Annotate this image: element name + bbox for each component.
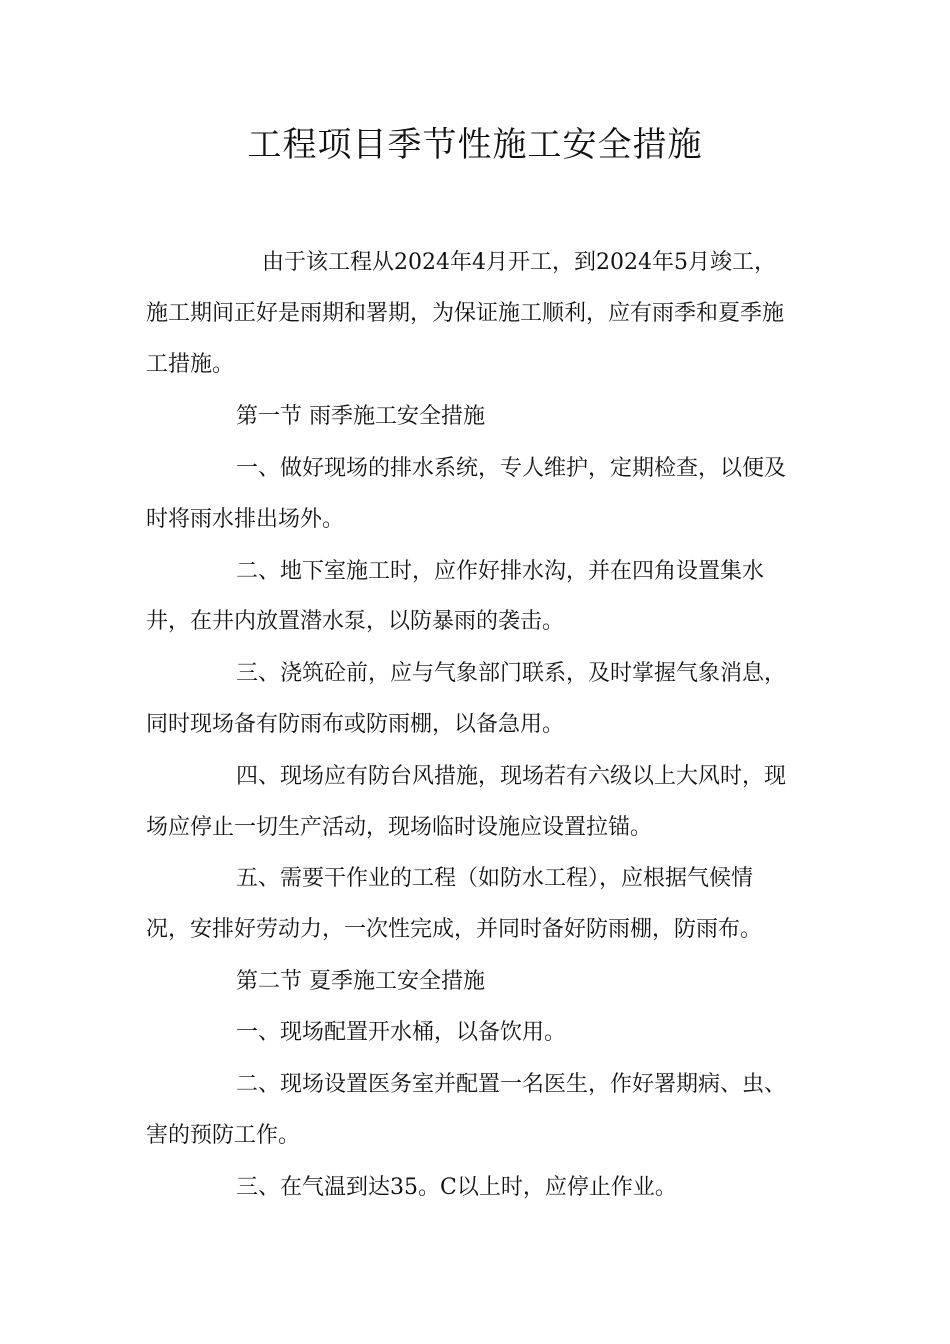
paragraph-line: 一、现场配置开水桶，以备饮用。 [236, 1020, 567, 1045]
paragraph-line: 工措施。 [146, 352, 235, 377]
paragraph-line: 同时现场备有防雨布或防雨棚，以备急用。 [146, 712, 565, 737]
paragraph-line: 二、地下室施工时，应作好排水沟，并在四角设置集水 [236, 559, 765, 584]
paragraph-line: 三、浇筑砼前，应与气象部门联系，及时掌握气象消息， [236, 661, 787, 686]
paragraph-line: 况，安排好劳动力，一次性完成，并同时备好防雨棚，防雨布。 [146, 917, 763, 942]
paragraph-line: 时将雨水排出场外。 [146, 507, 345, 532]
document-title: 工程项目季节性施工安全措施 [247, 125, 703, 165]
paragraph-line: 施工期间正好是雨期和署期，为保证施工顺利，应有雨季和夏季施 [146, 301, 785, 326]
paragraph-line: 五、需要干作业的工程（如防水工程），应根据气候情 [236, 866, 754, 891]
paragraph-line: 场应停止一切生产活动，现场临时设施应设置拉锚。 [146, 815, 653, 840]
section-heading: 第二节 夏季施工安全措施 [236, 969, 485, 994]
paragraph-line: 井，在井内放置潜水泵，以防暴雨的袭击。 [146, 609, 565, 634]
paragraph-line: 三、在气温到达35。C以上时，应停止作业。 [236, 1175, 677, 1200]
paragraph-line: 二、现场设置医务室并配置一名医生，作好署期病、虫、 [236, 1072, 787, 1097]
paragraph-line: 一、做好现场的排水系统，专人维护，定期检查，以便及 [236, 456, 787, 481]
paragraph-line: 由于该工程从2024年4月开工，到2024年5月竣工， [262, 250, 776, 275]
paragraph-line: 害的预防工作。 [146, 1123, 301, 1148]
section-heading: 第一节 雨季施工安全措施 [236, 404, 485, 429]
paragraph-line: 四、现场应有防台风措施，现场若有六级以上大风时，现 [236, 764, 787, 789]
